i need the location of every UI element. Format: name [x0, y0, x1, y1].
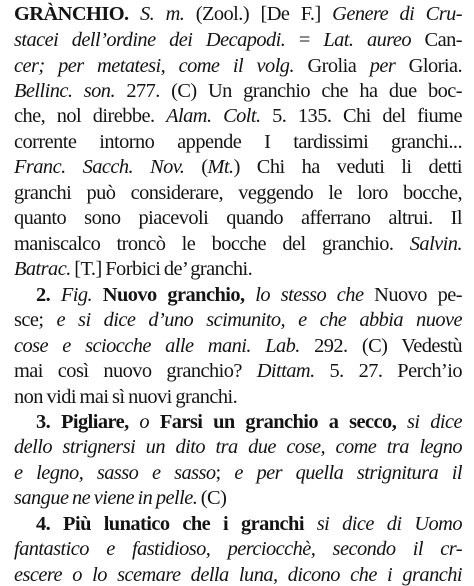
entry-line-1: GRÀNCHIO. S. m. (Zool.) [De F.] Genere di Cru- [14, 3, 462, 25]
entry-line-11: Batrac. [T.] Forbici de’ granchi. [14, 258, 253, 280]
sense-number: 2. [36, 284, 51, 306]
sense-3-line-4: sangue ne viene in pelle. (C) [14, 487, 227, 509]
entry-line-10: maniscalco troncò le bocche del granchio. Salvin. [14, 233, 462, 255]
sense-2-line-4: mai così nuovo granchio? Dittam. 5. 27. Perch’io [14, 360, 462, 382]
sense-4-line-2: fantastico e fastidioso, perciocchè, secondo il cr- [14, 538, 462, 560]
grammar-tag: S. m. [139, 3, 185, 25]
entry-line-8: granchi può considerare, veggendo le loro bocche, [14, 182, 462, 204]
sense-3-line-2: dello strignersi un dito tra due cose, come tra legno [14, 436, 462, 458]
sense-number: 4. [36, 513, 51, 535]
entry-line-6: corrente intorno appende I tardissimi granchi... [14, 131, 462, 153]
headword: GRÀNCHIO. [14, 3, 129, 25]
sense-2-line-1: 2. Fig. Nuovo granchio, lo stesso che Nuovo pe- [36, 284, 462, 306]
entry-line-2: stacei dell’ordine dei Decapodi. = Lat. aureo Can- [14, 29, 462, 51]
sense-3-line-3: e legno, sasso e sasso; e per quella strignitura il [14, 462, 462, 484]
sense-number: 3. [36, 411, 51, 433]
entry-line-3: cer; per metatesi, come il volg. Grolia per Gloria. [14, 55, 463, 77]
sense-4-line-3: escere o lo scemare della luna, dicono che i granchi [14, 564, 462, 586]
entry-line-4: Bellinc. son. 277. (C) Un granchio che ha due boc- [14, 80, 462, 102]
entry-line-9: quanto sono piacevoli quando afferrano altrui. Il [14, 207, 462, 229]
entry-line-5: che, nol direbbe. Alam. Colt. 5. 135. Chi del fiume [14, 105, 462, 127]
sense-4-line-1: 4. Più lunatico che i granchi si dice di Uomo [36, 513, 462, 535]
sense-3-line-1: 3. Pigliare, o Farsi un granchio a secco, si dice [36, 411, 462, 433]
sense-2-line-3: cose e sciocche alle mani. Lab. 292. (C) Vedestù [14, 335, 462, 357]
sense-2-line-2: sce; e si dice d’uno scimunito, e che abbia nuove [14, 309, 462, 331]
entry-line-7: Franc. Sacch. Nov. (Mt.) Chi ha veduti li detti [14, 156, 462, 178]
sense-2-line-5: non vidi mai sì nuovi granchi. [14, 386, 238, 408]
